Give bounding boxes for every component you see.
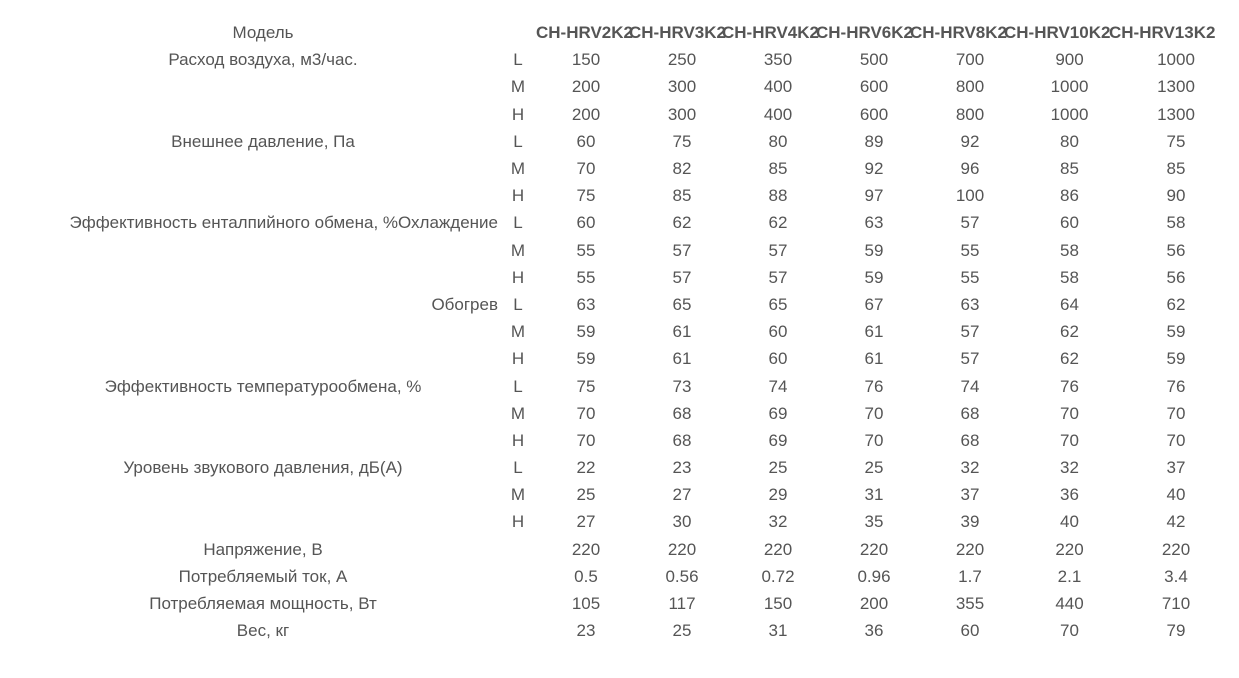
- mode-cell: L: [513, 376, 523, 396]
- value-cell: 57: [960, 322, 980, 342]
- value-cell: 42: [1166, 512, 1186, 532]
- value-cell: 600: [859, 104, 889, 124]
- value-cell: 200: [571, 104, 601, 124]
- value-cell: 400: [763, 77, 793, 97]
- model-name: CH-HRV2K2: [536, 23, 633, 42]
- value-cell: 85: [672, 186, 692, 206]
- mode-cell: L: [513, 458, 523, 478]
- value-cell: 36: [1060, 485, 1079, 505]
- mode-cell: L: [513, 213, 523, 233]
- value-cell: 25: [576, 485, 596, 505]
- mode-cell: H: [511, 349, 525, 369]
- value-cell: 75: [1166, 131, 1186, 151]
- parameter-name: [28, 318, 498, 345]
- value-cell: 0.72: [761, 566, 795, 586]
- value-cell: 25: [672, 621, 692, 641]
- value-cell: 37: [960, 485, 980, 505]
- value-cell: 75: [576, 186, 596, 206]
- value-cell: 710: [1161, 594, 1191, 614]
- value-cell: 70: [1060, 621, 1079, 641]
- table-row: [28, 508, 1231, 535]
- value-cell: 31: [768, 621, 788, 641]
- value-cell: 30: [672, 512, 692, 532]
- table-row: [28, 536, 1231, 563]
- mode-cell: [498, 590, 538, 617]
- value-cell: 59: [576, 349, 596, 369]
- parameter-name: [28, 508, 498, 535]
- value-cell: 80: [1060, 131, 1079, 151]
- value-cell: 68: [960, 430, 980, 450]
- table-row: [28, 617, 1231, 644]
- value-cell: 55: [960, 267, 980, 287]
- header-row: [28, 19, 1231, 46]
- mode-cell: [498, 563, 538, 590]
- value-cell: 1300: [1157, 104, 1195, 124]
- mode-cell: [498, 536, 538, 563]
- parameter-name: [28, 264, 498, 291]
- value-cell: 65: [672, 294, 692, 314]
- value-cell: 117: [668, 594, 696, 614]
- value-cell: 22: [576, 458, 596, 478]
- value-cell: 70: [864, 403, 884, 423]
- value-cell: 65: [768, 294, 788, 314]
- value-cell: 61: [864, 349, 884, 369]
- value-cell: 86: [1060, 186, 1079, 206]
- table-row: [28, 318, 1231, 345]
- table-row: [28, 101, 1231, 128]
- value-cell: 63: [960, 294, 980, 314]
- value-cell: 300: [667, 104, 697, 124]
- value-cell: 70: [576, 159, 596, 179]
- model-name: CH-HRV13K2: [1109, 23, 1216, 42]
- value-cell: 56: [1166, 240, 1186, 260]
- value-cell: 36: [864, 621, 884, 641]
- value-cell: 57: [768, 240, 788, 260]
- model-label: Модель: [232, 23, 294, 43]
- value-cell: 355: [955, 594, 985, 614]
- table-row: [28, 128, 1231, 155]
- table-row: [28, 264, 1231, 291]
- value-cell: 90: [1166, 186, 1186, 206]
- value-cell: 1000: [1050, 104, 1089, 124]
- table-row: [28, 563, 1231, 590]
- value-cell: 105: [571, 594, 601, 614]
- value-cell: 3.4: [1164, 566, 1188, 586]
- value-cell: 76: [1166, 376, 1186, 396]
- value-cell: 68: [672, 403, 692, 423]
- value-cell: 220: [571, 539, 601, 559]
- value-cell: 39: [960, 512, 980, 532]
- value-cell: 59: [864, 240, 884, 260]
- mode-cell: M: [510, 403, 526, 423]
- value-cell: 57: [960, 349, 980, 369]
- value-cell: 0.5: [574, 566, 598, 586]
- model-name: CH-HRV3K2: [629, 23, 726, 42]
- value-cell: 0.56: [665, 566, 699, 586]
- value-cell: 25: [864, 458, 884, 478]
- value-cell: 350: [763, 50, 793, 70]
- parameter-name: Напряжение, В: [203, 539, 323, 559]
- mode-cell: H: [511, 430, 525, 450]
- value-cell: 59: [1166, 322, 1186, 342]
- mode-cell: M: [510, 322, 526, 342]
- value-cell: 55: [960, 240, 980, 260]
- parameter-name: Эффективность температурообмена, %: [104, 376, 422, 396]
- value-cell: 64: [1060, 294, 1079, 314]
- value-cell: 92: [864, 159, 884, 179]
- value-cell: 74: [960, 376, 980, 396]
- value-cell: 35: [864, 512, 884, 532]
- value-cell: 85: [768, 159, 788, 179]
- mode-cell: [498, 617, 538, 644]
- value-cell: 62: [1166, 294, 1186, 314]
- value-cell: 220: [859, 539, 889, 559]
- value-cell: 62: [1060, 349, 1079, 369]
- value-cell: 58: [1060, 267, 1079, 287]
- value-cell: 59: [864, 267, 884, 287]
- value-cell: 74: [768, 376, 788, 396]
- parameter-name: Потребляемая мощность, Вт: [149, 594, 377, 614]
- value-cell: 27: [576, 512, 596, 532]
- value-cell: 60: [768, 349, 788, 369]
- value-cell: 70: [1060, 403, 1079, 423]
- value-cell: 220: [667, 539, 697, 559]
- parameter-name: Обогрев: [431, 294, 498, 314]
- parameter-name: [28, 481, 498, 508]
- value-cell: 70: [1060, 430, 1079, 450]
- parameter-name: [28, 400, 498, 427]
- mode-cell: L: [513, 294, 523, 314]
- value-cell: 61: [672, 349, 692, 369]
- value-cell: 96: [960, 159, 980, 179]
- value-cell: 85: [1166, 159, 1186, 179]
- mode-cell: H: [511, 186, 525, 206]
- parameter-name: Внешнее давление, Па: [171, 131, 355, 151]
- value-cell: 800: [955, 104, 985, 124]
- value-cell: 29: [768, 485, 788, 505]
- value-cell: 1000: [1157, 50, 1195, 70]
- value-cell: 92: [960, 131, 980, 151]
- value-cell: 89: [864, 131, 884, 151]
- value-cell: 82: [672, 159, 692, 179]
- value-cell: 75: [576, 376, 596, 396]
- spec-table: [28, 19, 1231, 644]
- value-cell: 400: [763, 104, 793, 124]
- mode-cell: M: [510, 485, 526, 505]
- table-row: [28, 345, 1231, 372]
- value-cell: 40: [1060, 512, 1079, 532]
- value-cell: 200: [859, 594, 889, 614]
- mode-cell: L: [513, 131, 523, 151]
- value-cell: 200: [571, 77, 601, 97]
- value-cell: 97: [864, 186, 884, 206]
- value-cell: 56: [1166, 267, 1186, 287]
- parameter-name: [28, 237, 498, 264]
- table-row: [28, 372, 1231, 399]
- table-row: [28, 400, 1231, 427]
- value-cell: 59: [576, 322, 596, 342]
- value-cell: 32: [768, 512, 788, 532]
- value-cell: 58: [1060, 240, 1079, 260]
- value-cell: 70: [864, 430, 884, 450]
- value-cell: 27: [672, 485, 692, 505]
- value-cell: 58: [1166, 213, 1186, 233]
- value-cell: 23: [672, 458, 692, 478]
- mode-cell: M: [510, 77, 526, 97]
- value-cell: 700: [955, 50, 985, 70]
- value-cell: 37: [1166, 458, 1186, 478]
- models-header: [538, 19, 1231, 46]
- value-cell: 73: [672, 376, 692, 396]
- value-cell: 55: [576, 240, 596, 260]
- value-cell: 62: [1060, 322, 1079, 342]
- value-cell: 40: [1166, 485, 1186, 505]
- parameter-name: Уровень звукового давления, дБ(А): [123, 458, 403, 478]
- value-cell: 220: [1055, 539, 1084, 559]
- parameter-name: [28, 182, 498, 209]
- table-row: [28, 427, 1231, 454]
- value-cell: 60: [1060, 213, 1079, 233]
- mode-cell: M: [510, 240, 526, 260]
- value-cell: 0.96: [857, 566, 891, 586]
- value-cell: 80: [768, 131, 788, 151]
- value-cell: 63: [576, 294, 596, 314]
- value-cell: 85: [1060, 159, 1079, 179]
- model-name: CH-HRV8K2: [910, 23, 1007, 42]
- value-cell: 1.7: [958, 566, 982, 586]
- value-cell: 61: [672, 322, 692, 342]
- value-cell: 75: [672, 131, 692, 151]
- mode-cell: H: [511, 104, 525, 124]
- value-cell: 800: [955, 77, 985, 97]
- value-cell: 220: [763, 539, 793, 559]
- table-row: [28, 291, 1231, 318]
- table-row: [28, 209, 1231, 236]
- value-cell: 63: [864, 213, 884, 233]
- value-cell: 1300: [1157, 77, 1195, 97]
- value-cell: 1000: [1050, 77, 1089, 97]
- value-cell: 70: [1166, 403, 1186, 423]
- value-cell: 60: [576, 213, 596, 233]
- parameter-name: [28, 101, 498, 128]
- table-row: [28, 481, 1231, 508]
- mode-header: [498, 19, 538, 46]
- table-row: [28, 73, 1231, 100]
- value-cell: 67: [864, 294, 884, 314]
- value-cell: 100: [955, 186, 985, 206]
- value-cell: 60: [768, 322, 788, 342]
- value-cell: 440: [1055, 594, 1084, 614]
- value-cell: 31: [864, 485, 884, 505]
- value-cell: 32: [1060, 458, 1079, 478]
- value-cell: 57: [768, 267, 788, 287]
- parameter-name: Потребляемый ток, А: [178, 566, 348, 586]
- value-cell: 88: [768, 186, 788, 206]
- mode-cell: M: [510, 159, 526, 179]
- table-row: [28, 237, 1231, 264]
- value-cell: 150: [571, 50, 601, 70]
- parameter-name: [28, 73, 498, 100]
- value-cell: 59: [1166, 349, 1186, 369]
- model-name: CH-HRV4K2: [722, 23, 819, 42]
- value-cell: 70: [576, 403, 596, 423]
- value-cell: 79: [1166, 621, 1186, 641]
- parameter-name: [28, 155, 498, 182]
- value-cell: 70: [1166, 430, 1186, 450]
- parameter-name: [28, 427, 498, 454]
- value-cell: 25: [768, 458, 788, 478]
- value-cell: 57: [672, 267, 692, 287]
- model-name: CH-HRV10K2: [1004, 23, 1111, 42]
- mode-cell: H: [511, 512, 525, 532]
- value-cell: 220: [1161, 539, 1191, 559]
- value-cell: 2.1: [1057, 566, 1082, 586]
- value-cell: 60: [960, 621, 980, 641]
- value-cell: 70: [576, 430, 596, 450]
- value-cell: 62: [672, 213, 692, 233]
- mode-cell: H: [511, 267, 525, 287]
- value-cell: 500: [859, 50, 889, 70]
- table-row: [28, 590, 1231, 617]
- value-cell: 60: [576, 131, 596, 151]
- table-row: [28, 454, 1231, 481]
- value-cell: 69: [768, 403, 788, 423]
- value-cell: 76: [1060, 376, 1079, 396]
- value-cell: 32: [960, 458, 980, 478]
- parameter-name: Эффективность енталпийного обмена, %Охлаждение: [69, 213, 498, 233]
- value-cell: 150: [763, 594, 793, 614]
- value-cell: 55: [576, 267, 596, 287]
- value-cell: 600: [859, 77, 889, 97]
- value-cell: 68: [960, 403, 980, 423]
- table-row: [28, 46, 1231, 73]
- spec-body: [28, 46, 1231, 644]
- value-cell: 250: [667, 50, 697, 70]
- value-cell: 900: [1055, 50, 1084, 70]
- value-cell: 57: [960, 213, 980, 233]
- parameter-name: Расход воздуха, м3/час.: [168, 50, 358, 70]
- parameter-name: [28, 345, 498, 372]
- value-cell: 68: [672, 430, 692, 450]
- value-cell: 69: [768, 430, 788, 450]
- value-cell: 300: [667, 77, 697, 97]
- table-row: [28, 182, 1231, 209]
- value-cell: 57: [672, 240, 692, 260]
- value-cell: 61: [864, 322, 884, 342]
- value-cell: 62: [768, 213, 788, 233]
- parameter-name: Вес, кг: [236, 621, 290, 641]
- table-row: [28, 155, 1231, 182]
- value-cell: 23: [576, 621, 596, 641]
- mode-cell: L: [513, 50, 523, 70]
- model-name: CH-HRV6K2: [816, 23, 913, 42]
- value-cell: 220: [955, 539, 985, 559]
- value-cell: 76: [864, 376, 884, 396]
